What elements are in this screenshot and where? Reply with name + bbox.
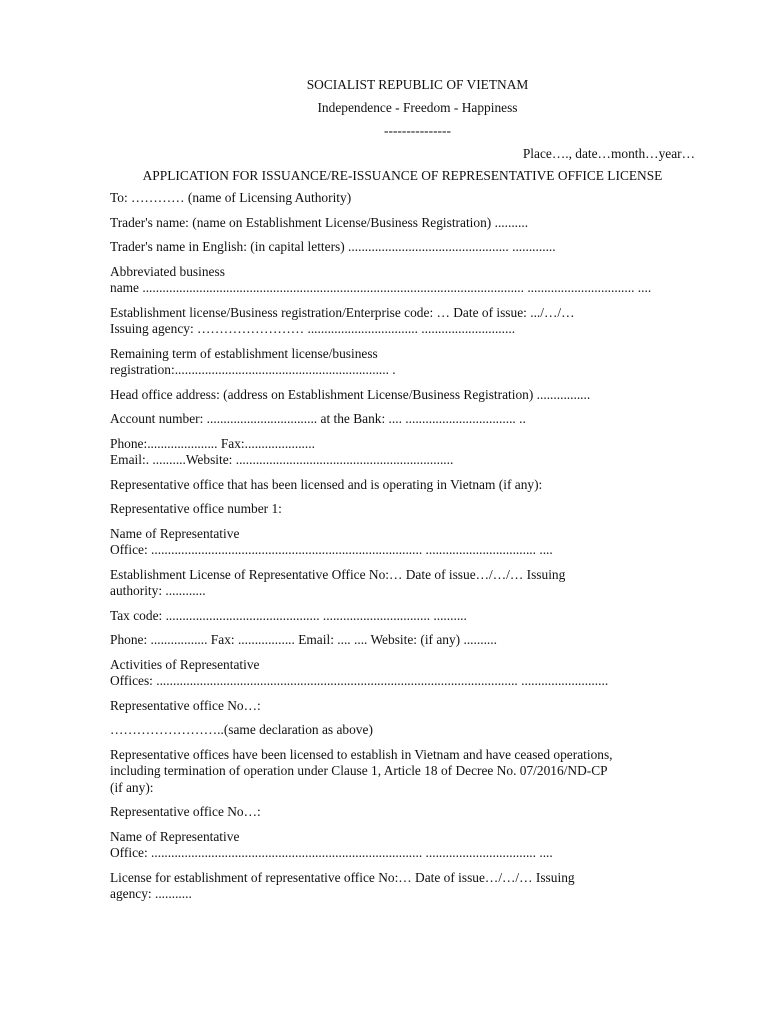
form-line (110, 215, 695, 232)
form-line (110, 657, 695, 690)
form-line (110, 632, 695, 649)
form-line (110, 870, 695, 903)
form-line (110, 190, 695, 207)
form-line-text: Email:. ..........Website: ................................................................. (110, 452, 454, 467)
form-line-text: name .................................................................................................................. ................................ .... (110, 280, 652, 295)
form-line (110, 346, 695, 379)
document-page (110, 76, 695, 911)
form-line-text: (if any): (110, 779, 154, 795)
form-line (110, 608, 695, 625)
form-line-text: License for establishment of representative office No:… Date of issue…/…/… Issuing (110, 869, 575, 885)
form-line-text: Phone:..................... Fax:..................... (110, 435, 315, 451)
form-line-text: Head office address: (address on Establishment License/Business Registration) ................ (110, 386, 591, 402)
form-line-text: Representative office that has been licensed and is operating in Vietnam (if any): (110, 476, 543, 492)
form-line-text: Office: ................................................................................. ................................. .... (110, 542, 553, 557)
form-line-text: Remaining term of establishment license/business (110, 345, 378, 361)
form-line (110, 477, 695, 494)
form-line-text: Representative offices have been licensed to establish in Vietnam and have ceased operations, (110, 746, 613, 762)
form-line (110, 722, 695, 739)
form-line-text: registration:................................................................ . (110, 362, 396, 377)
form-line (110, 239, 695, 256)
form-line-text: Representative office No…: (110, 697, 261, 713)
form-line (110, 264, 695, 297)
form-line-text: Abbreviated business (110, 263, 225, 279)
form-line-text: agency: ........... (110, 886, 192, 901)
nation-heading: SOCIALIST REPUBLIC OF VIETNAM (306, 77, 529, 92)
form-line-text: authority: ............ (110, 583, 206, 598)
form-line (110, 387, 695, 404)
form-line-text: To: ………… (name of Licensing Authority) (110, 190, 352, 205)
form-line-text: Trader's name in English: (in capital letters) ................................................ ............. (110, 239, 556, 254)
document-title: APPLICATION FOR ISSUANCE/RE-ISSUANCE OF REPRESENTATIVE OFFICE LICENSE (142, 168, 663, 183)
form-line-text: ……………………..(same declaration as above) (110, 722, 373, 737)
form-line (110, 567, 695, 600)
form-line (110, 526, 695, 559)
form-line-text: Offices: ............................................................................................................ .......................... (110, 673, 609, 688)
form-line-text: Activities of Representative (110, 656, 260, 672)
form-line-text: Establishment License of Representative Office No:… Date of issue…/…/… Issuing (110, 566, 566, 582)
form-line (110, 804, 695, 821)
place-date-line: Place…., date…month…year… (522, 146, 695, 161)
form-line-text: including termination of operation under Clause 1, Article 18 of Decree No. 07/2016/ND-CP (110, 763, 608, 778)
form-line (110, 305, 695, 338)
form-line (110, 698, 695, 715)
motto-line: Independence - Freedom - Happiness (317, 100, 518, 115)
form-line-text: Account number: ................................. at the Bank: .... ................................. .. (110, 411, 526, 426)
form-line (110, 501, 695, 518)
form-line-text: Establishment license/Business registration/Enterprise code: … Date of issue: .../…/… (110, 304, 575, 320)
form-line (110, 829, 695, 862)
form-line (110, 747, 695, 797)
form-line (110, 411, 695, 428)
header-rule: --------------- (384, 123, 451, 138)
form-line-text: Issuing agency: …………………… ................................. ............................ (110, 321, 516, 336)
form-line-text: Name of Representative (110, 828, 240, 844)
form-line-text: Representative office No…: (110, 804, 261, 819)
form-line (110, 436, 695, 469)
form-line-text: Office: ................................................................................. ................................. .... (110, 845, 553, 860)
form-line-text: Tax code: .............................................. ................................ .......... (110, 607, 467, 623)
form-line-text: Trader's name: (name on Establishment License/Business Registration) .......... (110, 214, 529, 230)
form-line-text: Representative office number 1: (110, 501, 282, 516)
form-line-text: Phone: ................. Fax: ................. Email: .... .... Website: (if any) .......... (110, 632, 497, 647)
form-body (110, 190, 695, 903)
form-line-text: Name of Representative (110, 525, 240, 541)
